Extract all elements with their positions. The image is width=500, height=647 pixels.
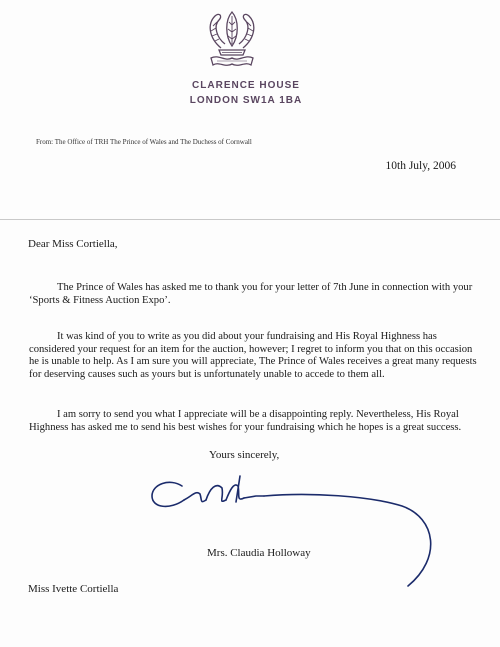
- letterhead-address-line-2: LONDON SW1A 1BA: [189, 95, 303, 106]
- letter-date: 10th July, 2006: [385, 160, 456, 172]
- salutation: Dear Miss Cortiella,: [28, 238, 118, 250]
- signer-name: Mrs. Claudia Holloway: [207, 547, 311, 559]
- fold-divider: [0, 219, 500, 220]
- recipient-name: Miss Ivette Cortiella: [28, 583, 119, 595]
- body-paragraph-3: I am sorry to send you what I appreciate will be a disappointing reply. Nevertheless, His Royal Highness has asked me to send his best wishes for your fundraising which he hopes is a great success.: [29, 409, 462, 433]
- closing: Yours sincerely,: [209, 449, 280, 461]
- letterhead-address-line-1: CLARENCE HOUSE: [192, 80, 300, 91]
- from-line: From: The Office of TRH The Prince of Wales and The Duchess of Cornwall: [36, 138, 252, 146]
- handwritten-signature: [140, 470, 460, 590]
- prince-of-wales-feathers-icon: [203, 8, 261, 70]
- body-paragraph-1: The Prince of Wales has asked me to thank you for your letter of 7th June in connection with your ‘Sports & Fitness Auction Expo’.: [29, 282, 473, 306]
- body-paragraph-2: It was kind of you to write as you did about your fundraising and His Royal Highness has considered your request for an item for the auction, however; I regret to inform you that on this occasion he is unable to help. As I am sure you will appreciate, The Prince of Wales receives a great many requests for deserving causes such as yours but is unfortunately unable to accede to them all.: [29, 331, 477, 380]
